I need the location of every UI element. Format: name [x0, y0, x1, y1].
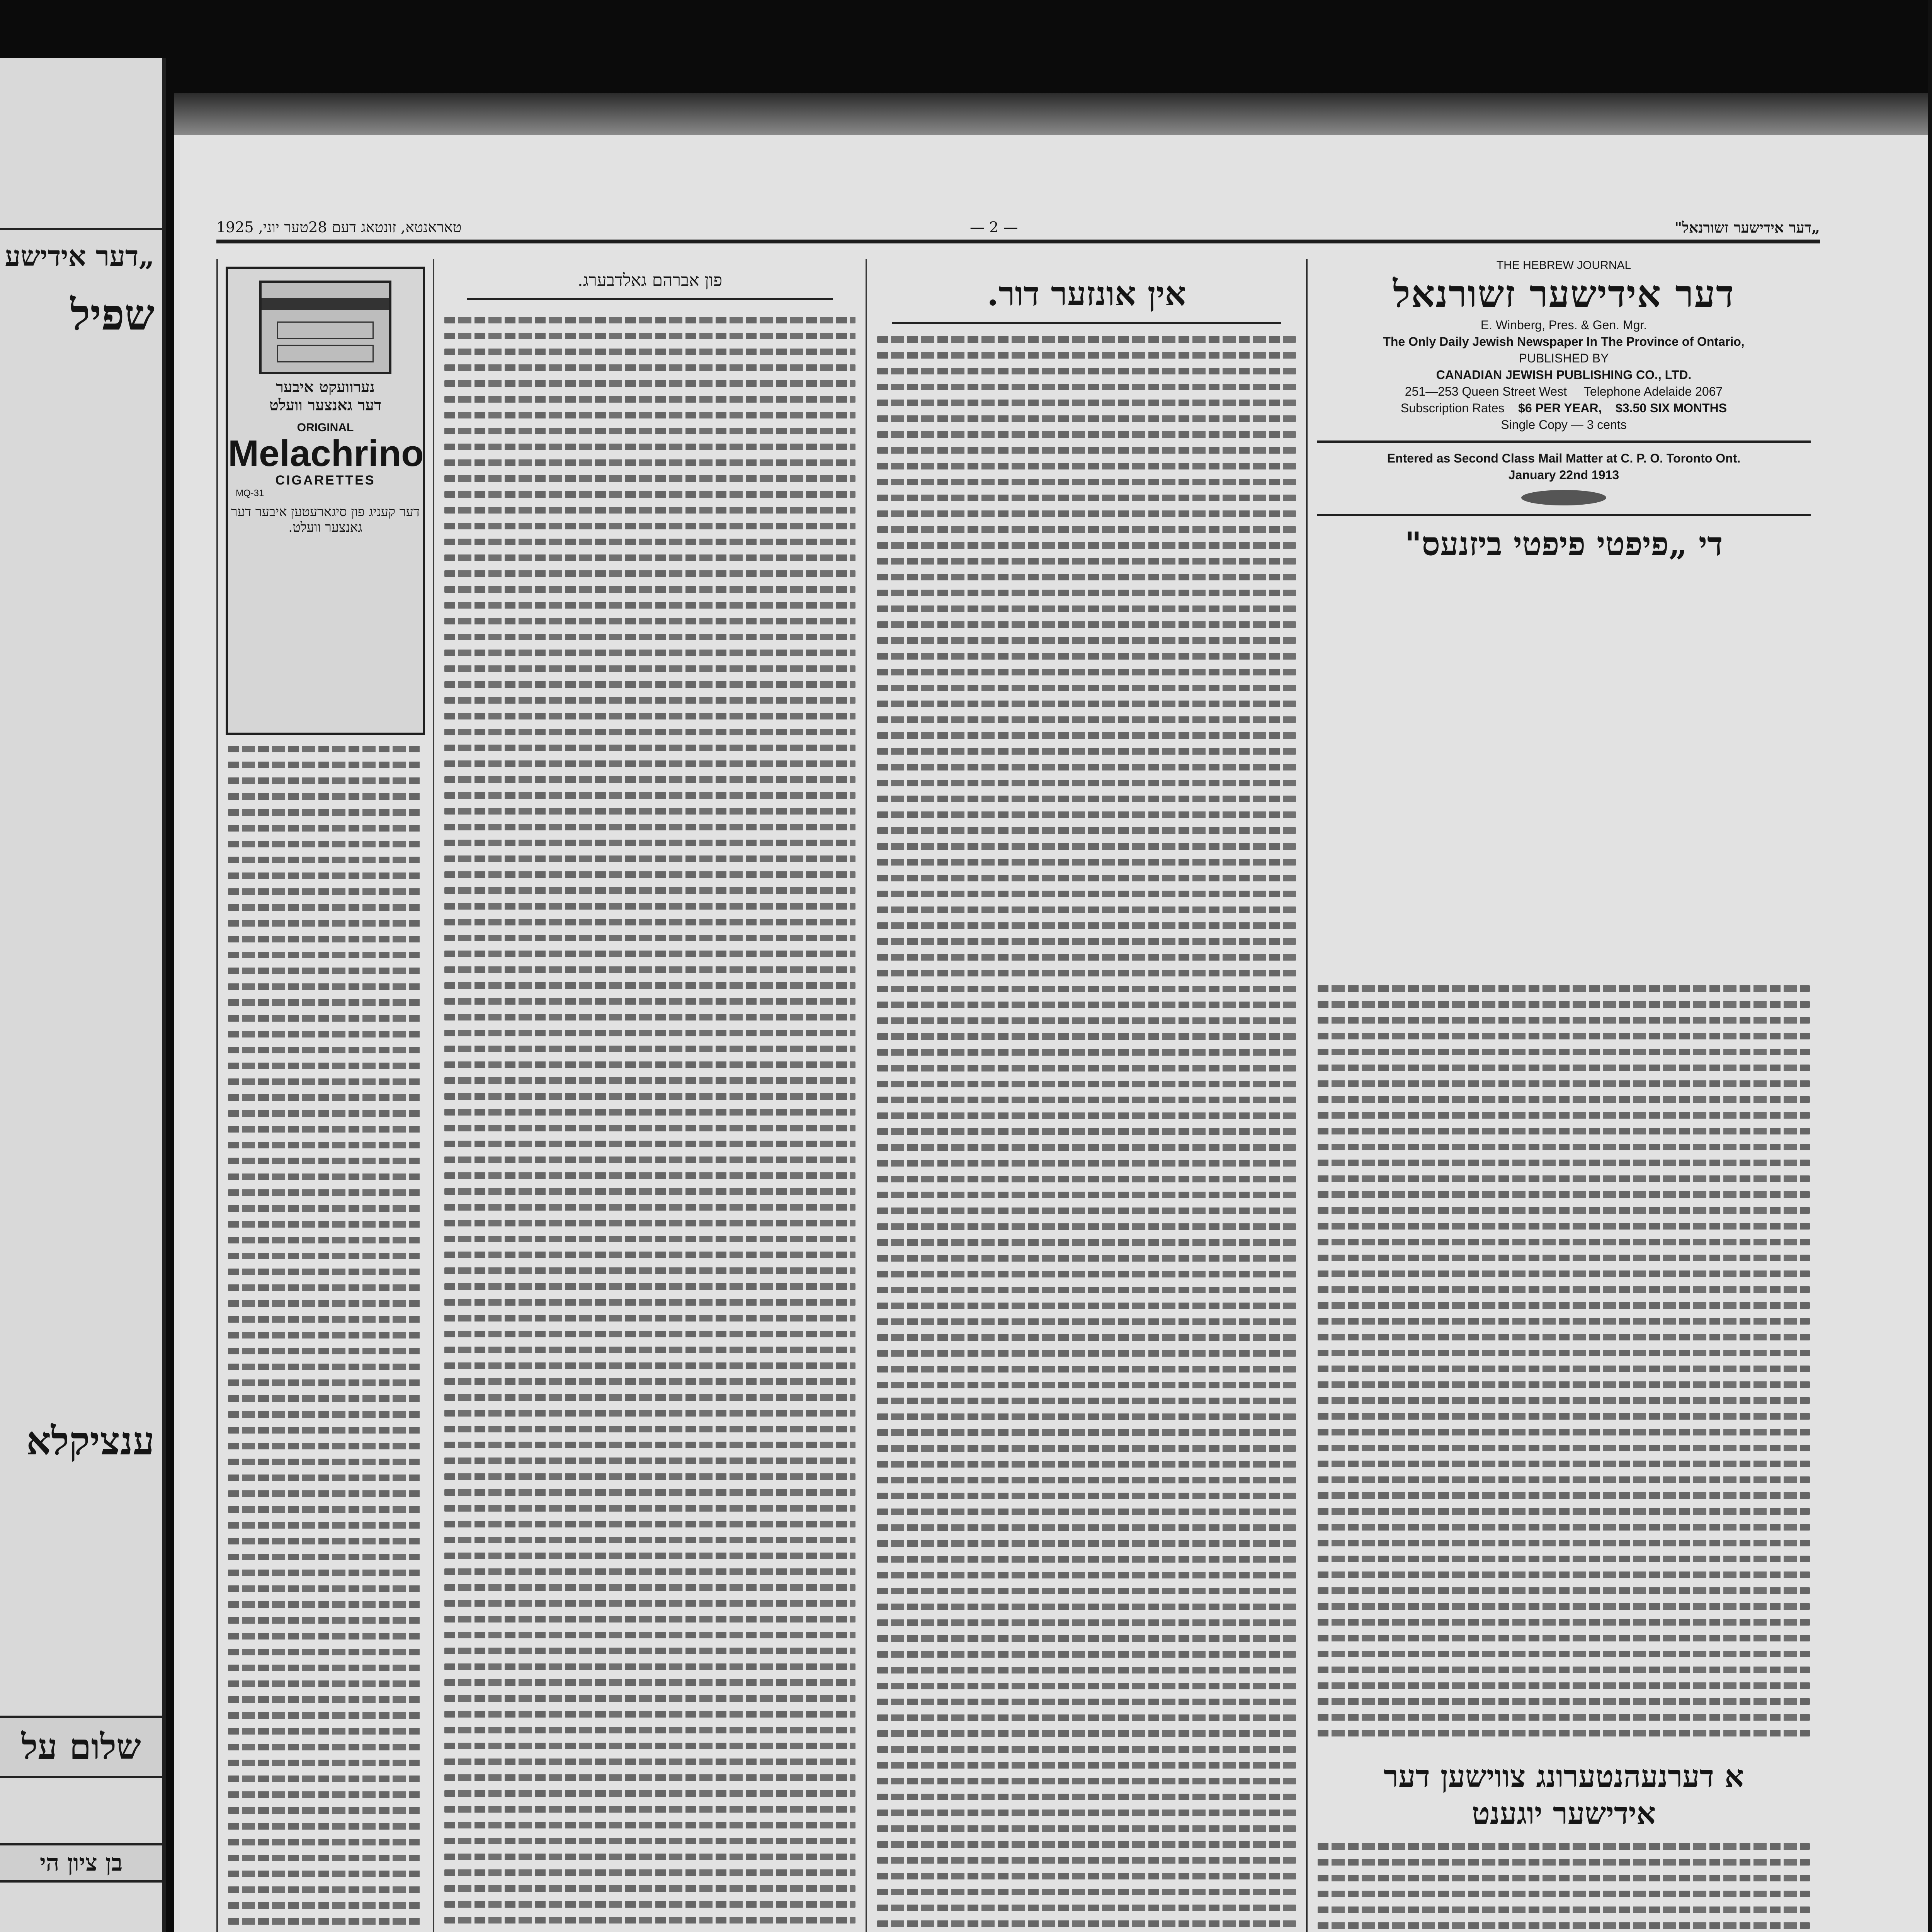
- masthead-rule: [1317, 440, 1811, 443]
- ad-product: CIGARETTES: [275, 473, 376, 488]
- masthead-company: CANADIAN JEWISH PUBLISHING CO., LTD.: [1436, 368, 1692, 382]
- feature-continuation-text: [444, 317, 855, 1932]
- adjacent-ad-box: שלום על: [0, 1716, 162, 1778]
- masthead-rates-label: Subscription Rates: [1400, 401, 1505, 415]
- cigarette-pack-icon: [259, 281, 391, 374]
- second-article-body-text: [1318, 1843, 1810, 1932]
- masthead-rates-six: $3.50 SIX MONTHS: [1616, 401, 1727, 415]
- ad-top-text: נערוועקט איבער: [276, 378, 375, 396]
- feature-headline-rule: [892, 322, 1281, 324]
- ornament-leaf-icon: [1521, 490, 1606, 505]
- adjacent-rule: [0, 228, 162, 230]
- adjacent-page-heading: שפיל: [70, 290, 155, 340]
- masthead-single-copy: Single Copy — 3 cents: [1501, 418, 1627, 432]
- masthead-english-title: THE HEBREW JOURNAL: [1496, 259, 1631, 272]
- masthead-entered-date: January 22nd 1913: [1508, 468, 1619, 482]
- adjacent-page-headline: „דער אידישע: [5, 240, 155, 272]
- melachrino-ad: [226, 267, 425, 735]
- second-article-headline: [1315, 1758, 1812, 1832]
- masthead-rates-row: [1317, 401, 1811, 415]
- masthead-tagline: The Only Daily Jewish Newspaper In The Province of Ontario,: [1383, 335, 1745, 349]
- masthead-publisher: E. Winberg, Pres. & Gen. Mgr.: [1480, 318, 1647, 332]
- ad-brand-name: Melachrino: [228, 433, 424, 474]
- folio-date: טאראנטא, זונטאג דעם 28טער יוני, 1925: [216, 219, 462, 236]
- masthead-address: 251—253 Queen Street West: [1405, 384, 1567, 398]
- ad-bottom-text: גאנצער וועלט.: [288, 520, 362, 535]
- masthead-yiddish-title: דער אידישער זשורנאל: [1393, 272, 1735, 316]
- second-article-headline-line: א דערנעהנטערונג צווישען דער: [1383, 1759, 1744, 1794]
- editorial-headline: די „פיפטי פיפטי ביזנעס": [1405, 525, 1723, 563]
- feature-byline: פון אברהם גאלדבערג.: [577, 270, 723, 290]
- page-top-edge: [174, 93, 1928, 135]
- masthead: [1317, 259, 1811, 516]
- feature-headline: אין אונזער דור.: [987, 274, 1186, 313]
- adjacent-page-strip: [0, 58, 166, 1932]
- column-feature-a: [866, 259, 1306, 1932]
- masthead-telephone: Telephone Adelaide 2067: [1583, 384, 1723, 398]
- masthead-rates-year: $6 PER YEAR,: [1518, 401, 1602, 415]
- masthead-rule: [1317, 514, 1811, 516]
- film-edge-right: [1928, 0, 1932, 1932]
- folio-page-number: — 2 —: [970, 219, 1018, 236]
- byline-rule: [467, 298, 833, 300]
- ad-top-text: דער גאנצער וועלט: [269, 396, 382, 414]
- adjacent-page-heading: ענציקלא: [26, 1418, 155, 1464]
- column-editorial: [1306, 259, 1820, 1932]
- ad-original-label: ORIGINAL: [297, 421, 354, 434]
- masthead-entered: Entered as Second Class Mail Matter at C. P. O. Toronto Ont.: [1387, 451, 1741, 465]
- second-article-headline-line: אידישער יוגענט: [1471, 1796, 1656, 1831]
- masthead-address-row: [1317, 384, 1811, 399]
- folio-paper-name: „דער אידישער זשורנאל": [1674, 219, 1820, 236]
- feature-body-text: [877, 336, 1296, 1932]
- folio-line: [216, 216, 1820, 243]
- side-article-text: [228, 746, 423, 1932]
- ad-bottom-text: דער קעניג פון סיגארעטען איבער דער: [231, 504, 420, 520]
- adjacent-ad-box: בן ציון הי: [0, 1843, 162, 1883]
- column-ads: [216, 259, 433, 1932]
- editorial-body-text: [1318, 985, 1810, 1739]
- ad-code: MQ-31: [236, 488, 264, 498]
- masthead-published-by: PUBLISHED BY: [1519, 351, 1609, 365]
- column-feature-b: [433, 259, 866, 1932]
